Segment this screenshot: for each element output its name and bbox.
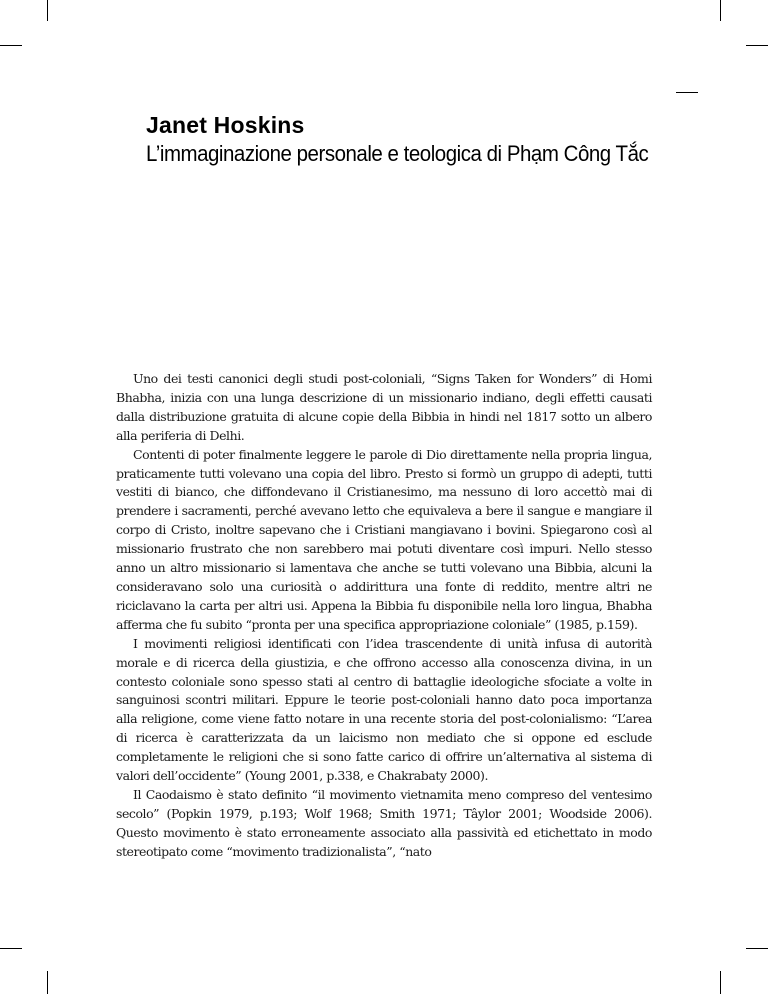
paragraph: Il Caodaismo è stato definito “il movimento vietnamita meno compreso del ventesimo secolo” (Popkin 1979, p.193; Wolf 1968; Smith 1971; Tâylor 2001; Woodside 2006). Questo movimento è stato erroneamente associato alla passività ed etichettato in modo stereotipato come “movimento tradizionalista”, “nato [116,786,652,859]
crop-mark [0,948,22,949]
crop-mark [746,45,768,46]
crop-mark [720,971,721,994]
crop-mark [47,971,48,994]
article-title: L’immaginazione personale e teologica di Phạm Công Tắc [146,141,649,166]
paragraph: Contenti di poter finalmente leggere le parole di Dio direttamente nella propria lingua, praticamente tutti volevano una copia del libro. Presto si formò un gruppo di adepti, tutti vestiti di bianco, che diffondevano il Cristianesimo, ma nessuno di loro accettò mai di prendere i sacramenti, perché avevano letto che equivaleva a bere il sangue e mangiare il corpo di Cristo, inoltre sapevano che i Cristiani mangiavano i bovini. Spiegarono così al missionario frustrato che non sarebbero mai potuti diventare così impuri. Nello stesso anno un altro missionario si lamentava che anche se tutti volevano una Bibbia, alcuni la consideravano solo una curiosità o addirittura una fonte di reddito, mentre altri ne riciclavano la carta per altri usi. Appena la Bibbia fu disponibile nella loro lingua, Bhabha afferma che fu subito “pronta per una specifica appropriazione coloniale” (1985, p.159). [116,446,652,632]
crop-mark [0,45,22,46]
crop-mark [746,948,768,949]
crop-mark [47,0,48,21]
crop-mark [720,0,721,21]
paragraph: I movimenti religiosi identificati con l’idea trascendente di unità infusa di autorità morale e di ricerca della giustizia, e che offrono accesso alla conoscenza divina, in un contesto coloniale sono spesso stati al centro di battaglie ideologiche sfociate a volte in sanguinosi scontri militari. Eppure le teorie post-coloniali hanno dato poca importanza alla religione, come viene fatto notare in una recente storia del post-colonialismo: “L’area di ricerca è caratterizzata da un laicismo non mediato che si oppone ed esclude completamente le religioni che si sono fatte carico di offrire un’alternativa al sistema di valori dell’occidente” (Young 2001, p.338, e Chakrabaty 2000). [116,635,652,784]
paragraph: Uno dei testi canonici degli studi post-coloniali, “Signs Taken for Wonders” di Homi Bhabha, inizia con una lunga descrizione di un missionario indiano, degli effetti causati dalla distribuzione gratuita di alcune copie della Bibbia in hindi nel 1817 sotto un albero alla periferia di Delhi. [116,371,652,443]
crop-mark [676,92,698,93]
author-name: Janet Hoskins [146,112,305,138]
article-body [116,370,652,862]
